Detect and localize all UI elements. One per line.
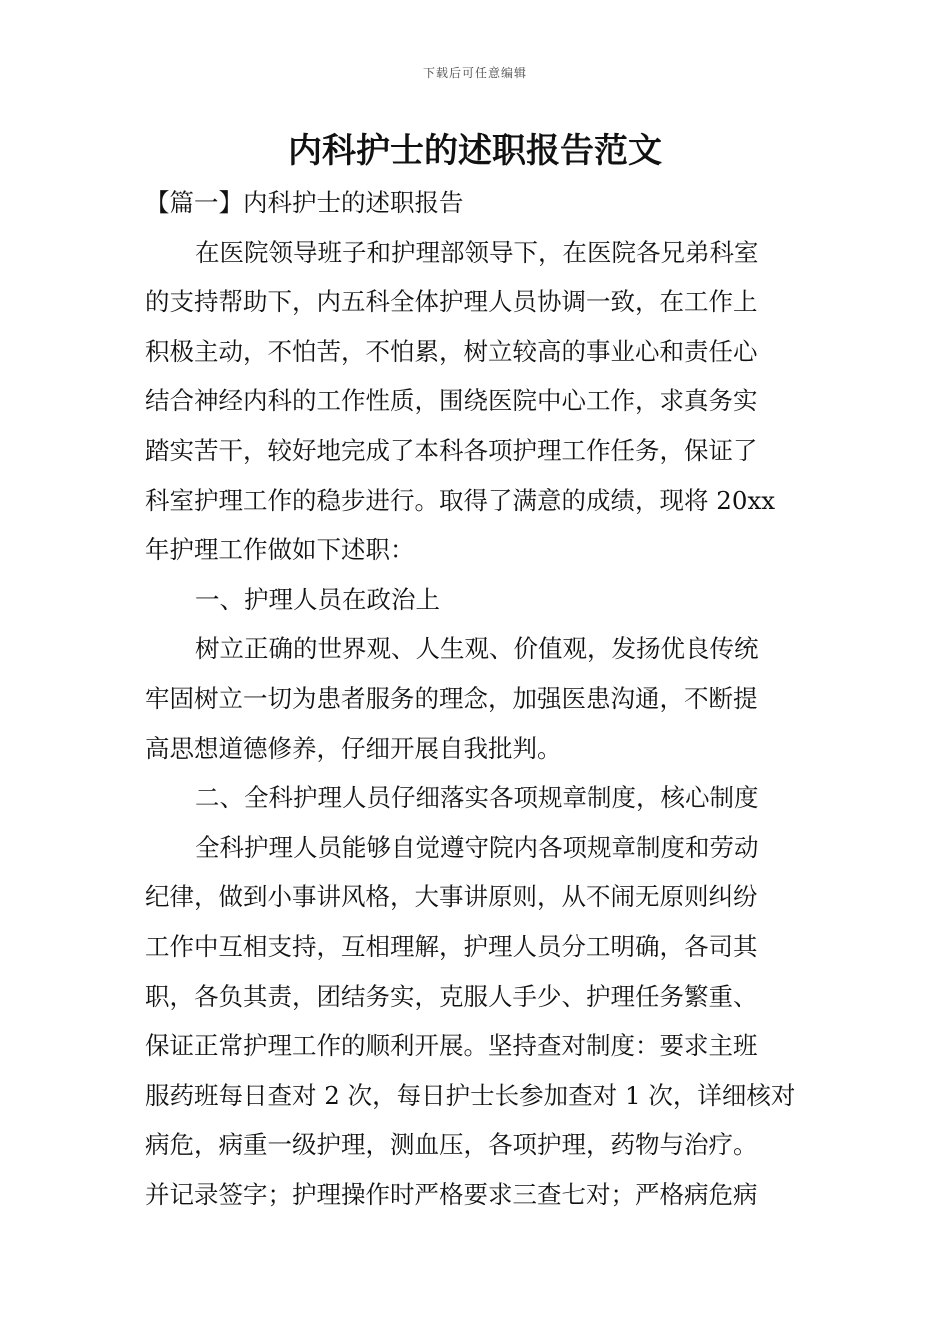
text-line: 积极主动，不怕苦，不怕累，树立较高的事业心和责任心 (145, 336, 758, 366)
text-line: 一、护理人员在政治上 (195, 584, 440, 614)
text-line: 全科护理人员能够自觉遵守院内各项规章制度和劳动 (195, 832, 759, 862)
text-line: 保证正常护理工作的顺利开展。坚持查对制度：要求主班 (145, 1031, 758, 1061)
document-body (145, 178, 807, 1219)
text-line: 结合神经内科的工作性质，围绕医院中心工作，求真务实 (145, 386, 758, 416)
text-line: 在医院领导班子和护理部领导下，在医院各兄弟科室 (195, 237, 759, 267)
text-line: 树立正确的世界观、人生观、价值观，发扬优良传统 (195, 634, 759, 664)
text-line: 年护理工作做如下述职： (145, 535, 415, 565)
text-line: 牢固树立一切为患者服务的理念，加强医患沟通，不断提 (145, 683, 758, 713)
text-line: 科室护理工作的稳步进行。取得了满意的成绩，现将 20xx (145, 485, 776, 515)
text-line: 病危，病重一级护理，测血压，各项护理，药物与治疗。 (145, 1130, 758, 1160)
text-line: 职，各负其责，团结务实，克服人手少、护理任务繁重、 (145, 981, 758, 1011)
text-line: 并记录签字；护理操作时严格要求三查七对；严格病危病 (145, 1179, 758, 1209)
text-line: 工作中互相支持，互相理解，护理人员分工明确，各司其 (145, 931, 758, 961)
text-line: 【篇一】内科护士的述职报告 (145, 188, 464, 217)
document-title: 内科护士的述职报告范文 (288, 131, 662, 171)
text-line: 踏实苦干，较好地完成了本科各项护理工作任务，保证了 (145, 435, 758, 465)
header-note: 下载后可任意编辑 (422, 66, 527, 80)
text-line: 高思想道德修养，仔细开展自我批判。 (145, 733, 562, 763)
text-line: 二、全科护理人员仔细落实各项规章制度，核心制度 (195, 783, 759, 813)
text-line: 服药班每日查对 2 次，每日护士长参加查对 1 次，详细核对 (145, 1080, 796, 1110)
text-line: 纪律，做到小事讲风格，大事讲原则，从不闹无原则纠纷 (145, 882, 758, 912)
text-line: 的支持帮助下，内五科全体护理人员协调一致，在工作上 (145, 287, 758, 317)
